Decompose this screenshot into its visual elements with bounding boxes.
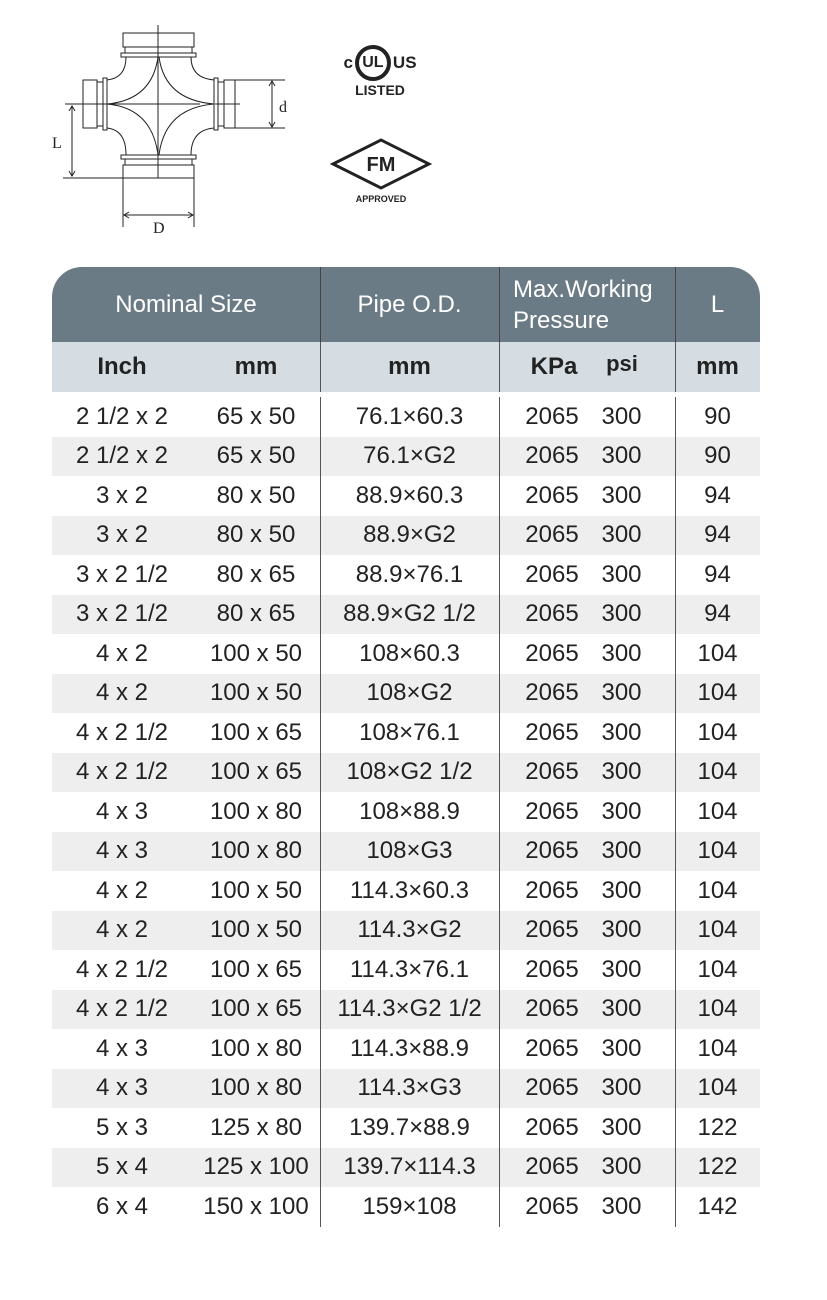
fm-mark: FM — [366, 154, 396, 176]
cell-pipe-od: 76.1×60.3 — [355, 402, 464, 430]
cell-psi: 300 — [601, 837, 642, 865]
cell-mm: 100 x 65 — [209, 718, 303, 746]
table-row — [52, 990, 760, 1030]
table-row — [52, 674, 760, 714]
cell-psi: 300 — [601, 955, 642, 983]
table-row — [52, 437, 760, 477]
cell-kpa: 2065 — [525, 521, 579, 549]
column-divider — [320, 555, 321, 595]
header-l: L — [710, 290, 725, 318]
column-divider — [499, 950, 500, 990]
cell-l: 104 — [697, 797, 738, 825]
cell-mm: 150 x 100 — [203, 1192, 309, 1220]
table-row — [52, 832, 760, 872]
column-divider — [675, 1187, 676, 1227]
cell-psi: 300 — [601, 481, 642, 509]
cell-kpa: 2065 — [525, 639, 579, 667]
cell-pipe-od: 114.3×G3 — [357, 1074, 462, 1102]
cell-kpa: 2065 — [525, 797, 579, 825]
column-divider — [499, 1108, 500, 1148]
cell-inch: 3 x 2 1/2 — [75, 600, 169, 628]
cell-inch: 5 x 4 — [95, 1153, 149, 1181]
cell-inch: 4 x 2 — [95, 679, 149, 707]
cell-pipe-od: 114.3×88.9 — [349, 1034, 469, 1062]
cell-mm: 100 x 80 — [209, 1034, 303, 1062]
column-divider — [675, 1069, 676, 1109]
subheader-l-mm: mm — [696, 353, 739, 380]
cell-l: 90 — [704, 402, 731, 430]
cell-kpa: 2065 — [525, 560, 579, 588]
table-row — [52, 634, 760, 674]
cell-mm: 125 x 100 — [203, 1153, 309, 1181]
cell-psi: 300 — [601, 797, 642, 825]
column-divider — [499, 1029, 500, 1069]
column-divider — [499, 674, 500, 714]
column-divider — [499, 990, 500, 1030]
column-divider — [320, 476, 321, 516]
header-max-working-pressure — [499, 267, 675, 342]
column-divider — [320, 753, 321, 793]
cell-kpa: 2065 — [525, 1074, 579, 1102]
cell-l: 94 — [704, 560, 731, 588]
column-divider — [320, 1148, 321, 1188]
table-row — [52, 713, 760, 753]
cell-mm: 65 x 50 — [216, 402, 296, 430]
column-divider — [675, 555, 676, 595]
cell-l: 104 — [697, 758, 738, 786]
cell-pipe-od: 88.9×76.1 — [355, 560, 464, 588]
column-divider — [320, 1069, 321, 1109]
cell-mm: 125 x 80 — [209, 1113, 303, 1141]
cell-l: 122 — [697, 1113, 738, 1141]
cell-pipe-od: 114.3×60.3 — [349, 876, 469, 904]
ul-circle-mark: UL — [355, 45, 391, 81]
table-row — [52, 1187, 760, 1227]
column-divider — [499, 1187, 500, 1227]
cell-kpa: 2065 — [525, 442, 579, 470]
cell-mm: 80 x 50 — [216, 481, 296, 509]
column-divider — [499, 476, 500, 516]
cell-mm: 80 x 65 — [216, 560, 296, 588]
cell-l: 104 — [697, 837, 738, 865]
cell-psi: 300 — [601, 679, 642, 707]
cell-pipe-od: 114.3×76.1 — [349, 955, 469, 983]
cell-kpa: 2065 — [525, 402, 579, 430]
table-row — [52, 476, 760, 516]
cell-psi: 300 — [601, 560, 642, 588]
column-divider — [320, 911, 321, 951]
cell-pipe-od: 114.3×G2 — [357, 916, 462, 944]
column-divider — [675, 595, 676, 635]
fm-approved-logo — [330, 137, 432, 204]
cell-psi: 300 — [601, 718, 642, 746]
column-divider — [320, 1029, 321, 1069]
cell-inch: 4 x 3 — [95, 1034, 149, 1062]
cell-mm: 100 x 50 — [209, 639, 303, 667]
column-divider — [675, 476, 676, 516]
dimension-label-d-large: D — [153, 220, 165, 237]
column-divider — [675, 792, 676, 832]
cell-inch: 4 x 2 1/2 — [75, 758, 169, 786]
header-pipe-od: Pipe O.D. — [357, 290, 462, 318]
column-divider — [499, 911, 500, 951]
cell-l: 104 — [697, 1074, 738, 1102]
table-row — [52, 792, 760, 832]
cell-psi: 300 — [601, 1153, 642, 1181]
cell-pipe-od: 88.9×G2 — [363, 521, 456, 549]
subheader-kpa: KPa — [530, 353, 578, 380]
column-divider — [675, 437, 676, 477]
ul-us-mark: US — [392, 53, 417, 72]
cell-mm: 100 x 50 — [209, 916, 303, 944]
cell-pipe-od: 139.7×88.9 — [349, 1113, 470, 1141]
cell-kpa: 2065 — [525, 916, 579, 944]
table-row — [52, 555, 760, 595]
cell-inch: 3 x 2 — [95, 481, 149, 509]
cell-psi: 300 — [601, 876, 642, 904]
table-body — [52, 392, 760, 1227]
cell-psi: 300 — [601, 758, 642, 786]
cell-inch: 2 1/2 x 2 — [75, 402, 169, 430]
cell-mm: 80 x 50 — [216, 521, 296, 549]
column-divider — [499, 871, 500, 911]
table-header — [52, 267, 760, 342]
subheader-od-mm: mm — [388, 353, 431, 380]
column-divider — [499, 1148, 500, 1188]
column-divider — [499, 595, 500, 635]
column-divider — [499, 634, 500, 674]
column-divider — [320, 950, 321, 990]
cell-l: 142 — [697, 1192, 738, 1220]
cell-l: 104 — [697, 995, 738, 1023]
column-divider — [499, 753, 500, 793]
table-row — [52, 397, 760, 437]
cell-kpa: 2065 — [525, 876, 579, 904]
subheader-inch: Inch — [97, 353, 147, 380]
cell-l: 122 — [697, 1153, 738, 1181]
table-subheader — [52, 342, 760, 392]
cell-mm: 100 x 80 — [209, 837, 303, 865]
cell-kpa: 2065 — [525, 837, 579, 865]
cell-mm: 100 x 50 — [209, 679, 303, 707]
column-divider — [675, 950, 676, 990]
column-divider — [675, 674, 676, 714]
column-divider — [499, 792, 500, 832]
cell-inch: 4 x 3 — [95, 1074, 149, 1102]
table-row — [52, 1148, 760, 1188]
cell-psi: 300 — [601, 442, 642, 470]
cell-kpa: 2065 — [525, 481, 579, 509]
cell-l: 104 — [697, 718, 738, 746]
cell-pipe-od: 108×G2 — [366, 679, 453, 707]
subheader-psi: psi — [606, 351, 638, 376]
column-divider — [320, 871, 321, 911]
ul-listed-logo — [330, 45, 430, 98]
cell-kpa: 2065 — [525, 1034, 579, 1062]
cell-mm: 80 x 65 — [216, 600, 296, 628]
cell-pipe-od: 108×G3 — [366, 837, 453, 865]
ul-listed-text: LISTED — [355, 82, 405, 98]
cell-pipe-od: 159×108 — [362, 1192, 457, 1220]
cell-psi: 300 — [601, 1192, 642, 1220]
column-divider — [675, 832, 676, 872]
cell-kpa: 2065 — [525, 1113, 579, 1141]
cell-inch: 4 x 3 — [95, 837, 149, 865]
ul-c-mark: c — [343, 53, 353, 72]
cell-pipe-od: 108×76.1 — [359, 718, 460, 746]
cell-kpa: 2065 — [525, 679, 579, 707]
cell-psi: 300 — [601, 916, 642, 944]
cell-l: 90 — [704, 442, 731, 470]
column-divider — [499, 516, 500, 556]
column-divider — [320, 397, 321, 437]
cell-psi: 300 — [601, 639, 642, 667]
table-row — [52, 516, 760, 556]
subheader-mm: mm — [234, 353, 278, 380]
column-divider — [675, 397, 676, 437]
cell-l: 94 — [704, 521, 731, 549]
dimension-label-l: L — [52, 135, 62, 152]
column-divider — [320, 1108, 321, 1148]
cell-inch: 3 x 2 1/2 — [75, 560, 169, 588]
cell-mm: 100 x 50 — [209, 876, 303, 904]
cell-inch: 5 x 3 — [95, 1113, 149, 1141]
cell-kpa: 2065 — [525, 600, 579, 628]
cell-pipe-od: 88.9×60.3 — [355, 481, 464, 509]
column-divider — [320, 595, 321, 635]
cell-psi: 300 — [601, 600, 642, 628]
cell-inch: 4 x 2 1/2 — [75, 718, 169, 746]
column-divider — [675, 713, 676, 753]
cell-inch: 4 x 2 — [95, 876, 149, 904]
column-divider — [675, 1029, 676, 1069]
cell-l: 104 — [697, 679, 738, 707]
cell-pipe-od: 76.1×G2 — [363, 442, 456, 470]
cell-kpa: 2065 — [525, 758, 579, 786]
dimensions-table — [52, 267, 760, 1227]
cell-psi: 300 — [601, 1034, 642, 1062]
cell-mm: 100 x 80 — [209, 797, 303, 825]
column-divider — [499, 397, 500, 437]
column-divider — [320, 634, 321, 674]
cell-inch: 4 x 2 — [95, 639, 149, 667]
column-divider — [320, 990, 321, 1030]
column-divider — [675, 516, 676, 556]
cell-l: 104 — [697, 1034, 738, 1062]
cell-psi: 300 — [601, 402, 642, 430]
cell-mm: 100 x 65 — [209, 758, 303, 786]
cross-fitting-diagram — [40, 20, 300, 240]
column-divider — [320, 1187, 321, 1227]
cell-pipe-od: 108×60.3 — [359, 639, 460, 667]
table-row — [52, 595, 760, 635]
cell-mm: 100 x 65 — [209, 995, 303, 1023]
column-divider — [675, 871, 676, 911]
header-pressure-line1: Max.Working — [513, 275, 653, 303]
column-divider — [675, 634, 676, 674]
cell-inch: 4 x 3 — [95, 797, 149, 825]
cell-pipe-od: 108×G2 1/2 — [346, 758, 473, 786]
cell-psi: 300 — [601, 1113, 642, 1141]
column-divider — [675, 1108, 676, 1148]
cell-psi: 300 — [601, 521, 642, 549]
table-row — [52, 871, 760, 911]
cell-inch: 4 x 2 1/2 — [75, 955, 169, 983]
dimension-label-d-small: d — [279, 99, 287, 116]
cell-pipe-od: 88.9×G2 1/2 — [343, 600, 476, 628]
cell-mm: 100 x 80 — [209, 1074, 303, 1102]
cell-inch: 4 x 2 — [95, 916, 149, 944]
column-divider — [320, 832, 321, 872]
cell-kpa: 2065 — [525, 955, 579, 983]
column-divider — [499, 713, 500, 753]
header-pressure-line2: Pressure — [513, 306, 610, 334]
column-divider — [320, 516, 321, 556]
fm-diamond-icon — [330, 137, 432, 191]
column-divider — [675, 911, 676, 951]
cell-kpa: 2065 — [525, 995, 579, 1023]
column-divider — [499, 555, 500, 595]
cell-pipe-od: 108×88.9 — [359, 797, 460, 825]
cell-inch: 4 x 2 1/2 — [75, 995, 169, 1023]
column-divider — [499, 437, 500, 477]
table-row — [52, 1029, 760, 1069]
table-row — [52, 911, 760, 951]
header-nominal-size: Nominal Size — [115, 290, 257, 318]
column-divider — [320, 437, 321, 477]
cell-kpa: 2065 — [525, 1192, 579, 1220]
cell-mm: 100 x 65 — [209, 955, 303, 983]
column-divider — [499, 832, 500, 872]
cell-kpa: 2065 — [525, 1153, 579, 1181]
column-divider — [675, 1148, 676, 1188]
cell-inch: 2 1/2 x 2 — [75, 442, 169, 470]
column-divider — [320, 792, 321, 832]
table-row — [52, 1069, 760, 1109]
cell-inch: 3 x 2 — [95, 521, 149, 549]
table-row — [52, 753, 760, 793]
table-row — [52, 1108, 760, 1148]
column-divider — [499, 1069, 500, 1109]
cell-l: 94 — [704, 481, 731, 509]
table-row — [52, 950, 760, 990]
column-divider — [320, 674, 321, 714]
cell-pipe-od: 114.3×G2 1/2 — [337, 995, 482, 1023]
cell-pipe-od: 139.7×114.3 — [343, 1153, 476, 1181]
column-divider — [675, 753, 676, 793]
cell-l: 104 — [697, 916, 738, 944]
cell-l: 94 — [704, 600, 731, 628]
cell-l: 104 — [697, 639, 738, 667]
fm-approved-text: APPROVED — [355, 194, 407, 204]
cell-psi: 300 — [601, 1074, 642, 1102]
column-divider — [320, 713, 321, 753]
column-divider — [675, 990, 676, 1030]
cell-inch: 6 x 4 — [95, 1192, 149, 1220]
cell-kpa: 2065 — [525, 718, 579, 746]
cell-psi: 300 — [601, 995, 642, 1023]
cell-l: 104 — [697, 876, 738, 904]
cell-l: 104 — [697, 955, 738, 983]
cell-mm: 65 x 50 — [216, 442, 296, 470]
